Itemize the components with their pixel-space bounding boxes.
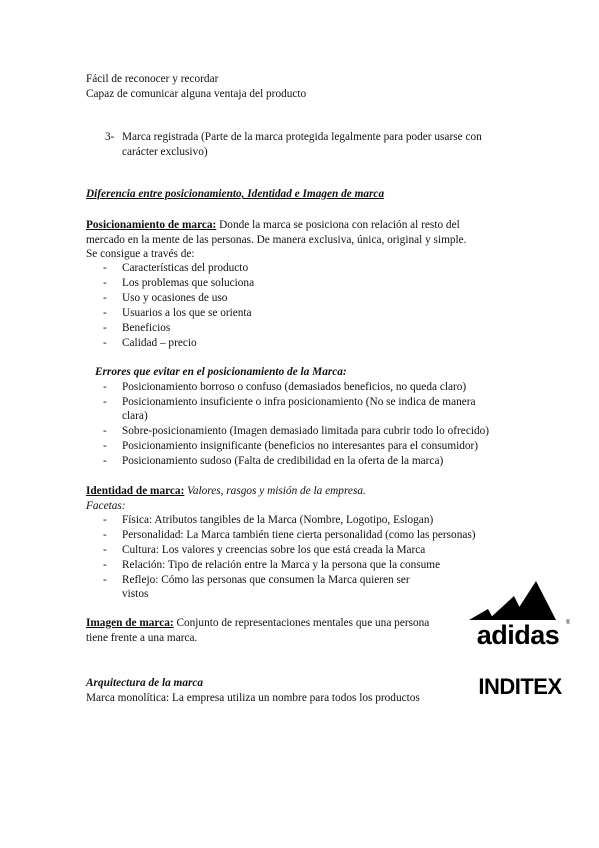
bullet-dash: - <box>103 455 107 467</box>
errores-heading: Errores que evitar en el posicionamiento de la Marca: <box>95 366 347 378</box>
item-3-number: 3- <box>105 131 115 143</box>
bullet-dash: - <box>103 574 107 586</box>
section-title: Diferencia entre posicionamiento, Identidad e Imagen de marca <box>86 188 385 200</box>
intro-line-1: Fácil de reconocer y recordar <box>86 73 219 85</box>
list-item: Beneficios <box>122 322 171 334</box>
arquitectura-heading: Arquitectura de la marca <box>86 677 204 689</box>
arquitectura-text: Marca monolítica: La empresa utiliza un nombre para todos los productos <box>86 692 420 704</box>
list-item: Física: Atributos tangibles de la Marca (Nombre, Logotipo, Eslogan) <box>122 514 434 526</box>
list-item: Características del producto <box>122 262 249 274</box>
list-item: Posicionamiento insuficiente o infra posicionamiento (No se indica de manera <box>122 396 476 408</box>
list-item: Usuarios a los que se orienta <box>122 307 252 319</box>
bullet-dash: - <box>103 322 107 334</box>
posicionamiento-line-1 <box>86 218 460 233</box>
imagen-text-2: tiene frente a una marca. <box>86 632 198 644</box>
imagen-line-1 <box>86 616 429 631</box>
list-item: Cultura: Los valores y creencias sobre los que está creada la Marca <box>122 544 426 556</box>
list-item: Personalidad: La Marca también tiene cierta personalidad (como las personas) <box>122 529 476 541</box>
bullet-dash: - <box>103 277 107 289</box>
bullet-dash: - <box>103 292 107 304</box>
inditex-logo <box>472 672 568 698</box>
adidas-wordmark: adidas <box>476 620 560 648</box>
list-item: Relación: Tipo de relación entre la Marca y la persona que la consume <box>122 559 441 571</box>
bullet-dash: - <box>103 544 107 556</box>
posicionamiento-text-3: Se consigue a través de: <box>86 248 195 260</box>
list-item: Posicionamiento insignificante (beneficios no interesantes para el consumidor) <box>122 440 479 452</box>
intro-line-2: Capaz de comunicar alguna ventaja del producto <box>86 88 307 100</box>
posicionamiento-text-2: mercado en la mente de las personas. De manera exclusiva, única, original y simple. <box>86 234 467 246</box>
item-3-line-2: carácter exclusivo) <box>122 146 208 158</box>
identidad-heading: Identidad de marca: <box>86 485 185 497</box>
list-item-continuation: vistos <box>122 588 149 600</box>
list-item: Reflejo: Cómo las personas que consumen la Marca quieren ser <box>122 574 410 586</box>
facetas-label: Facetas: <box>86 500 126 512</box>
bullet-dash: - <box>103 307 107 319</box>
bullet-dash: - <box>103 440 107 452</box>
bullet-dash: - <box>103 396 107 408</box>
bullet-dash: - <box>103 262 107 274</box>
bullet-dash: - <box>103 529 107 541</box>
imagen-heading: Imagen de marca: <box>86 617 174 629</box>
imagen-text-1: Conjunto de representaciones mentales que una persona <box>173 617 430 629</box>
list-item: Uso y ocasiones de uso <box>122 292 228 304</box>
posicionamiento-text-1: Donde la marca se posiciona con relación al resto del <box>216 219 460 231</box>
list-item: Posicionamiento borroso o confuso (demasiados beneficios, no queda claro) <box>122 381 467 393</box>
list-item: Los problemas que soluciona <box>122 277 255 289</box>
inditex-wordmark: INDITEX <box>478 674 562 698</box>
registered-mark: ® <box>566 620 570 626</box>
identidad-line <box>86 484 366 499</box>
adidas-logo <box>466 578 570 648</box>
identidad-subtitle: Valores, rasgos y misión de la empresa. <box>184 485 366 497</box>
bullet-dash: - <box>103 514 107 526</box>
item-3-line-1: Marca registrada (Parte de la marca protegida legalmente para poder usarse con <box>122 131 482 143</box>
bullet-dash: - <box>103 337 107 349</box>
list-item: Calidad – precio <box>122 337 197 349</box>
posicionamiento-heading: Posicionamiento de marca: <box>86 219 217 231</box>
bullet-dash: - <box>103 381 107 393</box>
list-item: Posicionamiento sudoso (Falta de credibilidad en la oferta de la marca) <box>122 455 444 467</box>
list-item: Sobre-posicionamiento (Imagen demasiado limitada para cubrir todo lo ofrecido) <box>122 425 490 437</box>
bullet-dash: - <box>103 425 107 437</box>
bullet-dash: - <box>103 559 107 571</box>
list-item-continuation: clara) <box>122 410 148 422</box>
